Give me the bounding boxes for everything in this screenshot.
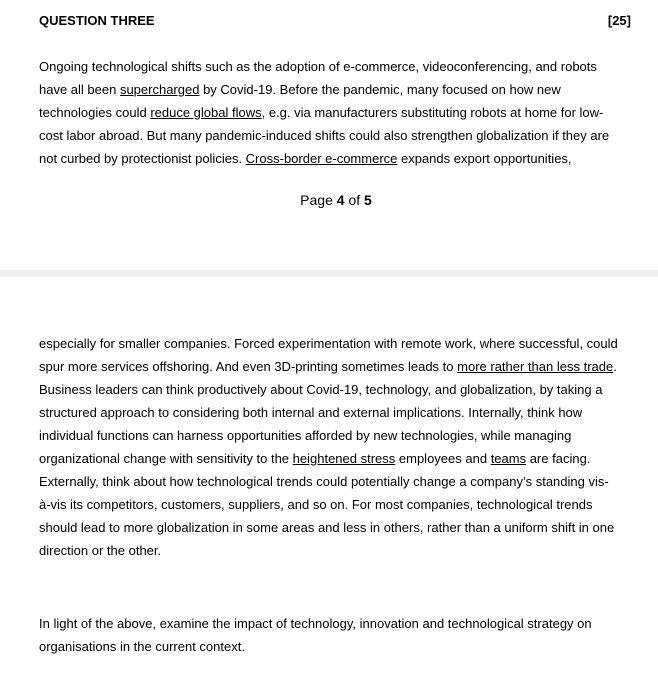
text-line: structured approach to considering both internal and external implications. Internally, think how (39, 405, 583, 420)
text-line: individual functions can harness opportunities afforded by new technologies, while managing (39, 428, 572, 443)
text-line: not curbed by protectionist policies. Cross-border e-commerce expands export opportunities, (39, 151, 572, 166)
question-marks: [25] (607, 13, 631, 28)
document-page-4 (0, 0, 658, 270)
text-line: should lead to more globalization in some areas and less in others, rather than a uniform shift in one (39, 520, 615, 535)
text-line: organisations in the current context. (39, 639, 245, 654)
underlined-phrase: reduce global flows (150, 105, 262, 120)
question-heading (39, 13, 631, 28)
paragraph-1 (39, 55, 635, 170)
page-number: Page 4 of 5 (300, 192, 372, 208)
text-line: cost labor abroad. But many pandemic-induced shifts could also strengthen globalization if they are (39, 128, 610, 143)
text-line: organizational change with sensitivity to the heightened stress employees and teams are facing. (39, 451, 591, 466)
text-line: à-vis its competitors, customers, suppliers, and so on. For most companies, technological trends (39, 497, 593, 512)
underlined-phrase: Cross-border e-commerce (245, 151, 398, 166)
text-line: spur more services offshoring. And even 3D-printing sometimes leads to more rather than less trade. (39, 359, 617, 374)
underlined-phrase: heightened stress (292, 451, 396, 466)
text-line: Business leaders can think productively about Covid-19, technology, and globalization, by taking a (39, 382, 603, 397)
page-separator (0, 270, 658, 277)
text-line: direction or the other. (39, 543, 162, 558)
underlined-phrase: more rather than less trade (457, 359, 614, 374)
underlined-phrase: supercharged (119, 82, 200, 97)
paragraph-3 (39, 612, 635, 658)
underlined-phrase: teams (490, 451, 527, 466)
document-page-5 (0, 277, 658, 677)
text-line: Ongoing technological shifts such as the adoption of e-commerce, videoconferencing, and robots (39, 59, 597, 74)
text-line: In light of the above, examine the impact of technology, innovation and technological strategy on (39, 616, 592, 631)
text-line: have all been supercharged by Covid-19. Before the pandemic, many focused on how new (39, 82, 561, 97)
question-title: QUESTION THREE (39, 13, 155, 28)
text-line: Externally, think about how technological trends could potentially change a company’s standing vis- (39, 474, 609, 489)
paragraph-2 (39, 332, 635, 562)
text-line: especially for smaller companies. Forced experimentation with remote work, where successful, could (39, 336, 618, 351)
text-line: technologies could reduce global flows, e.g. via manufacturers substituting robots at home for low- (39, 105, 604, 120)
